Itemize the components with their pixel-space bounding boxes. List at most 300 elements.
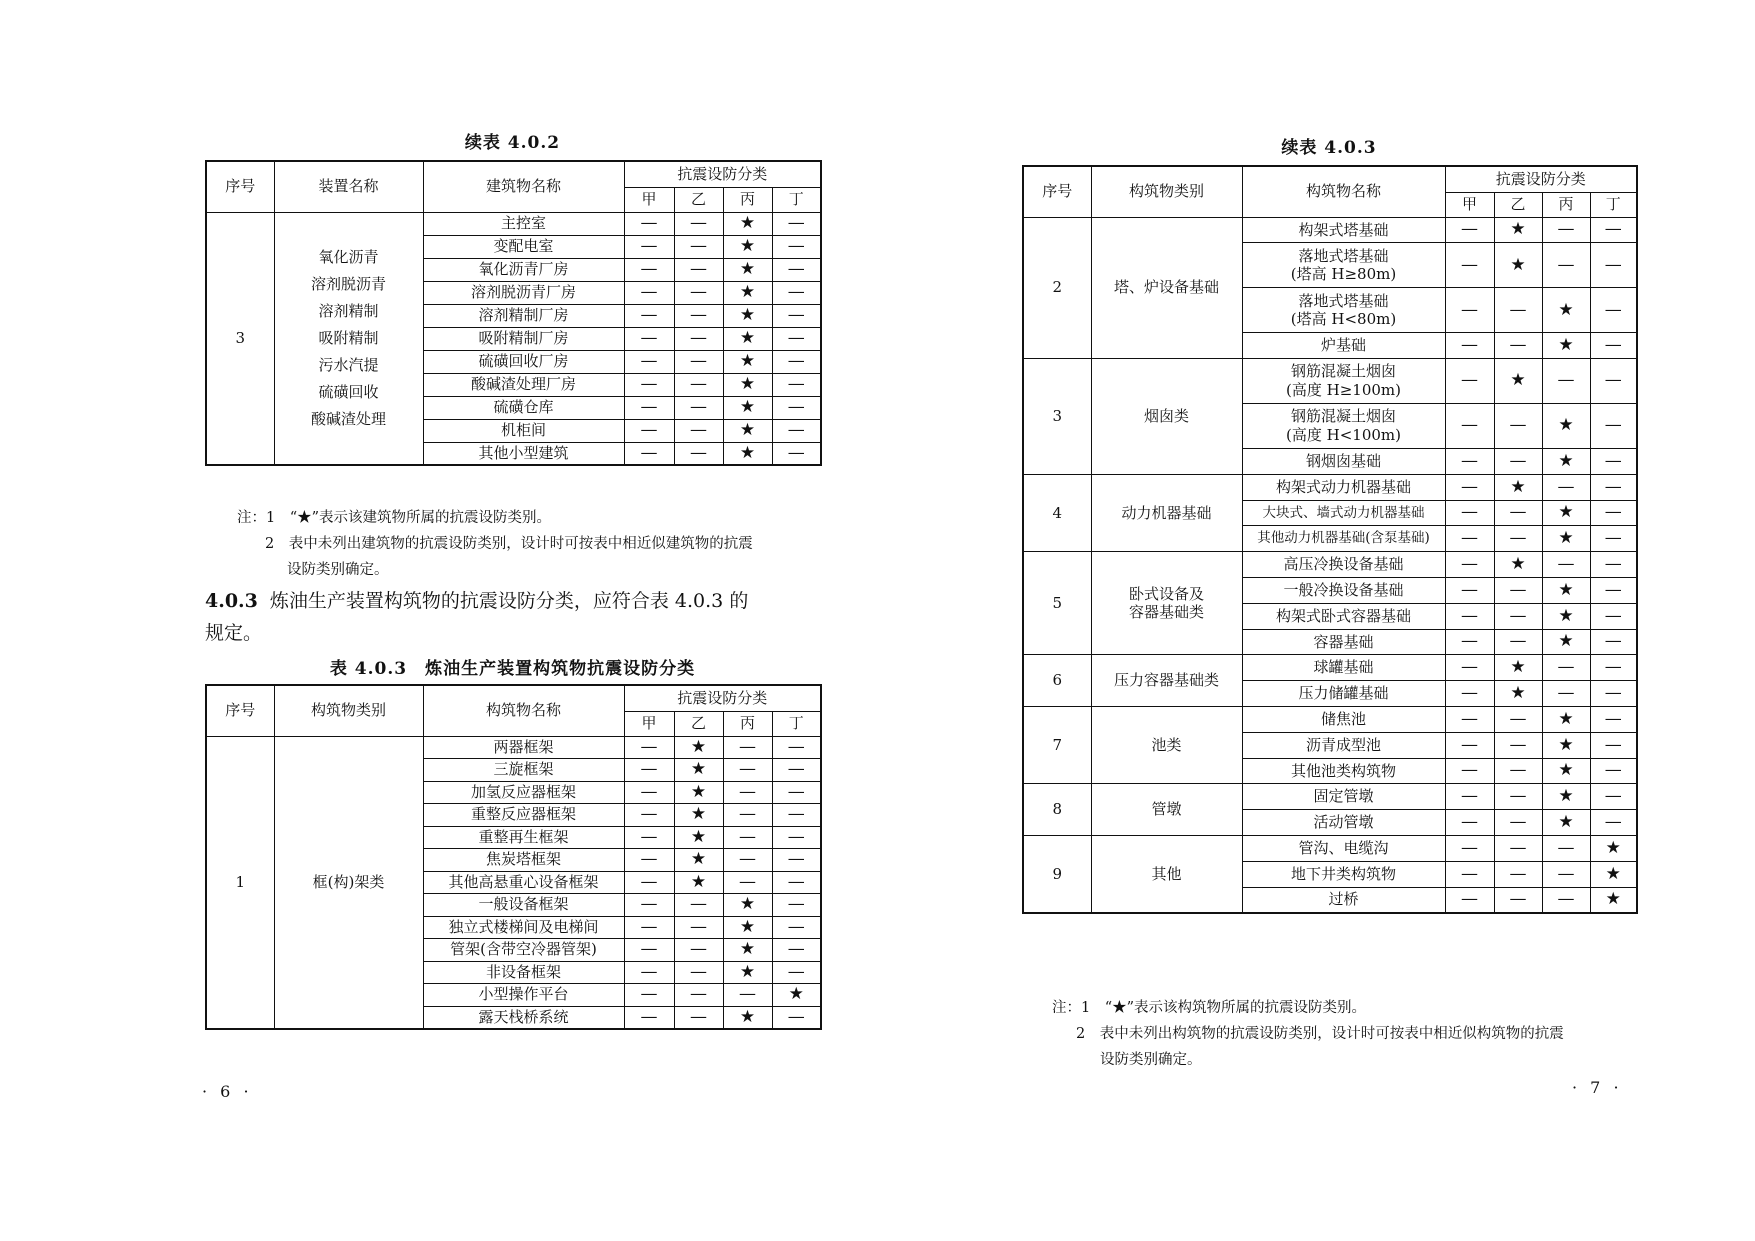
cell-ding: —	[772, 916, 821, 939]
cell-jia: —	[624, 235, 674, 258]
cell-ding: —	[1590, 500, 1637, 526]
structure-name-line: 沥青成型池	[1305, 735, 1381, 754]
cell-yi: —	[1494, 707, 1542, 733]
structure-name	[1242, 732, 1445, 758]
cell-bing: ★	[1542, 707, 1590, 733]
cell-yi: —	[1494, 603, 1542, 629]
note-2-cont: 设防类别确定。	[287, 562, 389, 578]
structure-type-line: 卧式设备及	[1128, 584, 1204, 603]
cell-yi: —	[674, 894, 723, 917]
cell-yi: —	[1494, 836, 1542, 862]
cell-ding: —	[772, 826, 821, 849]
building-name: 吸附精制厂房	[423, 327, 624, 350]
header-col-ding: 丁	[772, 711, 821, 736]
structure-name	[1242, 500, 1445, 526]
structure-type	[1091, 707, 1242, 784]
cell-jia: —	[624, 373, 674, 396]
header-col-bing: 丙	[1542, 192, 1590, 217]
cell-ding: —	[1590, 526, 1637, 552]
structure-type	[1091, 836, 1242, 913]
cell-yi: —	[1494, 526, 1542, 552]
cell-jia: —	[1445, 861, 1494, 887]
cell-jia: —	[624, 442, 674, 465]
clause-4-0-3	[205, 585, 835, 649]
cell-bing: ★	[723, 258, 772, 281]
structure-name-line: 构架式卧式容器基础	[1275, 606, 1411, 625]
cell-bing: ★	[1542, 603, 1590, 629]
table-row	[1023, 474, 1637, 500]
page-number-right: · 7 ·	[1572, 1078, 1623, 1097]
clause-text-2: 规定。	[205, 622, 263, 644]
header-col-ding: 丁	[1590, 192, 1637, 217]
structure-name-line: 容器基础	[1313, 632, 1374, 651]
structure-name	[1242, 288, 1445, 333]
page-number-left: · 6 ·	[202, 1082, 253, 1101]
device-name: 溶剂脱沥青	[310, 274, 386, 293]
structure-name	[1242, 578, 1445, 604]
cell-ding: —	[772, 804, 821, 827]
structure-type	[1091, 359, 1242, 475]
structure-name	[1242, 629, 1445, 655]
group-no: 4	[1023, 474, 1091, 551]
structure-name: 其他高悬重心设备框架	[423, 871, 624, 894]
cell-yi: —	[674, 258, 723, 281]
header-col-yi: 乙	[1494, 192, 1542, 217]
group-no: 3	[206, 212, 274, 465]
cell-yi: —	[1494, 861, 1542, 887]
building-name: 硫磺回收厂房	[423, 350, 624, 373]
cell-bing: ★	[723, 212, 772, 235]
header-category: 抗震设防分类	[1445, 166, 1637, 192]
building-name: 变配电室	[423, 235, 624, 258]
structure-name-line: 活动管墩	[1313, 813, 1374, 832]
cell-bing: ★	[723, 396, 772, 419]
structure-name	[1242, 474, 1445, 500]
structure-name	[1242, 836, 1445, 862]
device-name: 吸附精制	[318, 328, 379, 347]
structure-name-line: 其他动力机器基础(含泵基础)	[1257, 530, 1430, 547]
cell-bing: ★	[1542, 629, 1590, 655]
structure-type-line: 塔、炉设备基础	[1113, 278, 1219, 297]
structure-name	[1242, 243, 1445, 288]
cell-ding: —	[1590, 681, 1637, 707]
cell-bing: ★	[1542, 526, 1590, 552]
structure-name: 焦炭塔框架	[423, 849, 624, 872]
note-2: 2 表中未列出构筑物的抗震设防类别，设计时可按表中相近似构筑物的抗震	[1076, 1026, 1564, 1042]
structure-name-line: 炉基础	[1320, 336, 1366, 355]
note-2-cont: 设防类别确定。	[1100, 1052, 1202, 1068]
cell-ding: —	[1590, 474, 1637, 500]
structure-name-line: 钢筋混凝土烟囱	[1290, 407, 1396, 426]
header-col-yi: 乙	[674, 187, 723, 212]
cell-bing: ★	[723, 373, 772, 396]
structure-name: 管架(含带空冷器管架)	[423, 939, 624, 962]
table-4-0-3-title: 表 4.0.3 炼油生产装置构筑物抗震设防分类	[329, 659, 696, 679]
structure-type-line: 压力容器基础类	[1113, 671, 1219, 690]
device-name: 酸碱渣处理	[310, 409, 386, 428]
cell-jia: —	[624, 826, 674, 849]
structure-name-line: 过桥	[1328, 890, 1359, 909]
structure-name-line: 一般冷换设备基础	[1283, 581, 1404, 600]
cell-jia: —	[624, 939, 674, 962]
structure-type-line: 池类	[1151, 735, 1182, 754]
building-name: 溶剂精制厂房	[423, 304, 624, 327]
device-name: 溶剂精制	[318, 301, 379, 320]
structure-name-line: 地下井类构筑物	[1290, 864, 1396, 883]
building-name: 其他小型建筑	[423, 442, 624, 465]
cell-ding: —	[772, 1006, 821, 1029]
cell-jia: —	[624, 916, 674, 939]
cell-ding: —	[772, 304, 821, 327]
cell-bing: —	[1542, 552, 1590, 578]
structure-name-line: 固定管墩	[1313, 787, 1374, 806]
table-row	[1023, 217, 1637, 243]
cell-jia: —	[1445, 629, 1494, 655]
header-no: 序号	[1023, 166, 1091, 217]
cell-bing: —	[723, 871, 772, 894]
structure-type-line-2: 容器基础类	[1128, 603, 1204, 622]
cell-yi: ★	[1494, 359, 1542, 404]
cell-bing: —	[723, 804, 772, 827]
cell-bing: ★	[1542, 578, 1590, 604]
building-name: 氧化沥青厂房	[423, 258, 624, 281]
cell-jia: —	[1445, 836, 1494, 862]
cell-bing: —	[1542, 655, 1590, 681]
structure-name	[1242, 810, 1445, 836]
cell-jia: —	[624, 1006, 674, 1029]
cell-bing: —	[723, 781, 772, 804]
table-4-0-3-cont-title: 续表 4.0.3	[1281, 138, 1377, 158]
group-no: 1	[206, 736, 274, 1029]
structure-name-condition: (高度 H<100m)	[1286, 426, 1401, 445]
header-name: 构筑物名称	[423, 685, 624, 736]
cell-ding: —	[1590, 655, 1637, 681]
cell-ding: —	[772, 759, 821, 782]
structure-type	[1091, 217, 1242, 359]
cell-ding: —	[772, 961, 821, 984]
table-row	[1023, 552, 1637, 578]
cell-jia: —	[1445, 404, 1494, 449]
structure-name-condition: (高度 H≥100m)	[1286, 381, 1401, 400]
cell-jia: —	[624, 419, 674, 442]
cell-bing: —	[1542, 861, 1590, 887]
clause-number: 4.0.3	[205, 590, 258, 612]
building-name: 酸碱渣处理厂房	[423, 373, 624, 396]
cell-yi: —	[1494, 732, 1542, 758]
cell-bing: —	[1542, 836, 1590, 862]
cell-jia: —	[624, 894, 674, 917]
cell-yi: —	[674, 1006, 723, 1029]
structure-name-line: 构架式动力机器基础	[1275, 477, 1411, 496]
cell-jia: —	[1445, 500, 1494, 526]
structure-name	[1242, 707, 1445, 733]
structure-type	[1091, 474, 1242, 551]
cell-bing: ★	[1542, 810, 1590, 836]
group-no: 5	[1023, 552, 1091, 655]
cell-ding: —	[772, 419, 821, 442]
cell-ding: —	[1590, 288, 1637, 333]
cell-bing: ★	[723, 419, 772, 442]
structure-name: 独立式楼梯间及电梯间	[423, 916, 624, 939]
cell-jia: —	[624, 304, 674, 327]
table-row	[1023, 655, 1637, 681]
note-1: 注：1 “★”表示该建筑物所属的抗震设防类别。	[237, 510, 552, 526]
header-no: 序号	[206, 161, 274, 212]
group-no: 7	[1023, 707, 1091, 784]
cell-jia: —	[624, 781, 674, 804]
cell-jia: —	[624, 759, 674, 782]
cell-ding: ★	[1590, 887, 1637, 913]
cell-ding: —	[1590, 217, 1637, 243]
header-category: 抗震设防分类	[624, 685, 821, 711]
cell-yi: ★	[674, 849, 723, 872]
cell-bing: ★	[1542, 333, 1590, 359]
structure-name	[1242, 449, 1445, 475]
structure-name: 露天栈桥系统	[423, 1006, 624, 1029]
structure-name-line: 管沟、电缆沟	[1298, 839, 1389, 858]
cell-ding: —	[772, 396, 821, 419]
device-name: 硫磺回收	[318, 382, 379, 401]
cell-yi: ★	[674, 871, 723, 894]
cell-ding: —	[1590, 810, 1637, 836]
cell-ding: —	[1590, 404, 1637, 449]
structure-type	[1091, 655, 1242, 707]
cell-bing: —	[1542, 217, 1590, 243]
table-4-0-2-cont-title: 续表 4.0.2	[464, 133, 561, 153]
cell-jia: —	[624, 804, 674, 827]
structure-type: 框(构)架类	[274, 736, 423, 1029]
cell-ding: —	[1590, 449, 1637, 475]
cell-yi: ★	[674, 826, 723, 849]
cell-bing: —	[723, 826, 772, 849]
structure-name-line: 储焦池	[1320, 710, 1366, 729]
cell-bing: ★	[1542, 449, 1590, 475]
structure-name-line: 落地式塔基础	[1298, 246, 1389, 265]
cell-jia: —	[624, 736, 674, 759]
cell-yi: —	[674, 235, 723, 258]
structure-name: 加氢反应器框架	[423, 781, 624, 804]
cell-jia: —	[1445, 552, 1494, 578]
cell-ding: —	[1590, 603, 1637, 629]
cell-bing: ★	[1542, 288, 1590, 333]
cell-yi: —	[1494, 887, 1542, 913]
structure-name-line: 落地式塔基础	[1298, 291, 1389, 310]
structure-name: 三旋框架	[423, 759, 624, 782]
structure-name-line: 压力储罐基础	[1298, 684, 1389, 703]
cell-yi: ★	[674, 736, 723, 759]
cell-bing: ★	[723, 916, 772, 939]
cell-bing: ★	[723, 235, 772, 258]
cell-jia: —	[1445, 243, 1494, 288]
structure-name	[1242, 784, 1445, 810]
header-col-ding: 丁	[772, 187, 821, 212]
cell-bing: ★	[723, 304, 772, 327]
cell-jia: —	[1445, 526, 1494, 552]
header-col-jia: 甲	[624, 187, 674, 212]
cell-jia: —	[624, 258, 674, 281]
structure-name-line: 钢烟囱基础	[1305, 452, 1381, 471]
cell-yi: —	[1494, 449, 1542, 475]
cell-yi: —	[674, 442, 723, 465]
structure-name	[1242, 526, 1445, 552]
structure-name-line: 大块式、墙式动力机器基础	[1262, 504, 1425, 521]
device-name: 氧化沥青	[318, 247, 379, 266]
cell-bing: —	[1542, 243, 1590, 288]
table-row	[206, 212, 821, 235]
structure-name	[1242, 359, 1445, 404]
cell-bing: ★	[723, 1006, 772, 1029]
cell-yi: —	[674, 419, 723, 442]
cell-ding: —	[772, 442, 821, 465]
cell-yi: —	[1494, 288, 1542, 333]
cell-ding: —	[1590, 359, 1637, 404]
cell-yi: —	[1494, 500, 1542, 526]
cell-jia: —	[1445, 217, 1494, 243]
cell-jia: —	[1445, 474, 1494, 500]
cell-bing: ★	[1542, 758, 1590, 784]
structure-type-line: 动力机器基础	[1121, 503, 1212, 522]
cell-bing: ★	[723, 327, 772, 350]
cell-yi: —	[674, 939, 723, 962]
device-name: 污水汽提	[318, 355, 379, 374]
building-name: 硫磺仓库	[423, 396, 624, 419]
structure-name-line: 高压冷换设备基础	[1283, 555, 1404, 574]
cell-jia: —	[1445, 578, 1494, 604]
cell-jia: —	[624, 281, 674, 304]
cell-jia: —	[624, 212, 674, 235]
cell-yi: —	[1494, 333, 1542, 359]
header-device: 装置名称	[274, 161, 423, 212]
cell-yi: —	[674, 396, 723, 419]
structure-name: 小型操作平台	[423, 984, 624, 1007]
cell-jia: —	[624, 871, 674, 894]
structure-name: 重整再生框架	[423, 826, 624, 849]
table-4-0-2-notes	[237, 505, 837, 583]
structure-name	[1242, 758, 1445, 784]
cell-bing: ★	[1542, 784, 1590, 810]
cell-jia: —	[624, 350, 674, 373]
structure-name-line: 钢筋混凝土烟囱	[1290, 362, 1396, 381]
cell-yi: ★	[674, 759, 723, 782]
header-col-jia: 甲	[1445, 192, 1494, 217]
group-no: 2	[1023, 217, 1091, 359]
cell-yi: ★	[1494, 681, 1542, 707]
header-col-yi: 乙	[674, 711, 723, 736]
cell-jia: —	[1445, 784, 1494, 810]
cell-bing: —	[723, 736, 772, 759]
structure-name	[1242, 217, 1445, 243]
structure-name	[1242, 552, 1445, 578]
cell-ding: —	[772, 327, 821, 350]
cell-jia: —	[1445, 655, 1494, 681]
structure-name	[1242, 333, 1445, 359]
table-row	[1023, 836, 1637, 862]
note-1: 注：1 “★”表示该构筑物所属的抗震设防类别。	[1052, 1000, 1367, 1016]
cell-bing: —	[723, 849, 772, 872]
cell-yi: ★	[1494, 217, 1542, 243]
clause-text: 炼油生产装置构筑物的抗震设防分类，应符合表 4.0.3 的	[269, 590, 749, 612]
cell-jia: —	[1445, 359, 1494, 404]
cell-ding: —	[1590, 732, 1637, 758]
structure-name-condition: (塔高 H<80m)	[1290, 310, 1397, 329]
cell-yi: —	[674, 281, 723, 304]
cell-yi: —	[674, 916, 723, 939]
cell-yi: —	[1494, 784, 1542, 810]
structure-name: 两器框架	[423, 736, 624, 759]
table-row	[1023, 359, 1637, 404]
cell-yi: —	[1494, 810, 1542, 836]
cell-yi: —	[674, 350, 723, 373]
cell-bing: —	[723, 984, 772, 1007]
table-row	[1023, 784, 1637, 810]
cell-bing: —	[1542, 359, 1590, 404]
cell-ding: ★	[772, 984, 821, 1007]
cell-yi: ★	[674, 781, 723, 804]
table-row	[206, 736, 821, 759]
cell-ding: —	[772, 258, 821, 281]
cell-ding: —	[772, 736, 821, 759]
structure-name	[1242, 887, 1445, 913]
cell-bing: ★	[1542, 500, 1590, 526]
cell-ding: —	[772, 894, 821, 917]
cell-bing: ★	[723, 961, 772, 984]
building-name: 溶剂脱沥青厂房	[423, 281, 624, 304]
header-type: 构筑物类别	[1091, 166, 1242, 217]
cell-ding: —	[1590, 578, 1637, 604]
cell-ding: —	[772, 871, 821, 894]
cell-jia: —	[1445, 333, 1494, 359]
cell-bing: ★	[1542, 732, 1590, 758]
header-type: 构筑物类别	[274, 685, 423, 736]
cell-bing: —	[1542, 474, 1590, 500]
cell-bing: ★	[723, 442, 772, 465]
cell-ding: —	[1590, 784, 1637, 810]
cell-jia: —	[1445, 603, 1494, 629]
header-col-jia: 甲	[624, 711, 674, 736]
building-name: 主控室	[423, 212, 624, 235]
cell-ding: —	[772, 373, 821, 396]
device-names	[274, 212, 423, 465]
structure-name	[1242, 861, 1445, 887]
cell-bing: ★	[723, 894, 772, 917]
structure-type-line: 其他	[1151, 864, 1182, 883]
header-name: 构筑物名称	[1242, 166, 1445, 217]
table-4-0-3-cont-notes	[1052, 995, 1652, 1073]
cell-jia: —	[1445, 288, 1494, 333]
cell-yi: —	[1494, 758, 1542, 784]
structure-name: 重整反应器框架	[423, 804, 624, 827]
structure-type	[1091, 552, 1242, 655]
cell-ding: —	[772, 281, 821, 304]
table-4-0-3	[205, 684, 822, 1030]
cell-yi: —	[674, 373, 723, 396]
cell-ding: —	[772, 781, 821, 804]
cell-jia: —	[1445, 707, 1494, 733]
cell-yi: —	[674, 327, 723, 350]
cell-ding: —	[1590, 707, 1637, 733]
table-4-0-3-cont	[1022, 165, 1638, 914]
cell-jia: —	[624, 396, 674, 419]
header-building: 建筑物名称	[423, 161, 624, 212]
cell-jia: —	[1445, 449, 1494, 475]
cell-yi: ★	[1494, 552, 1542, 578]
structure-name	[1242, 404, 1445, 449]
header-no: 序号	[206, 685, 274, 736]
group-no: 8	[1023, 784, 1091, 836]
cell-jia: —	[1445, 758, 1494, 784]
cell-yi: —	[1494, 629, 1542, 655]
header-col-bing: 丙	[723, 711, 772, 736]
